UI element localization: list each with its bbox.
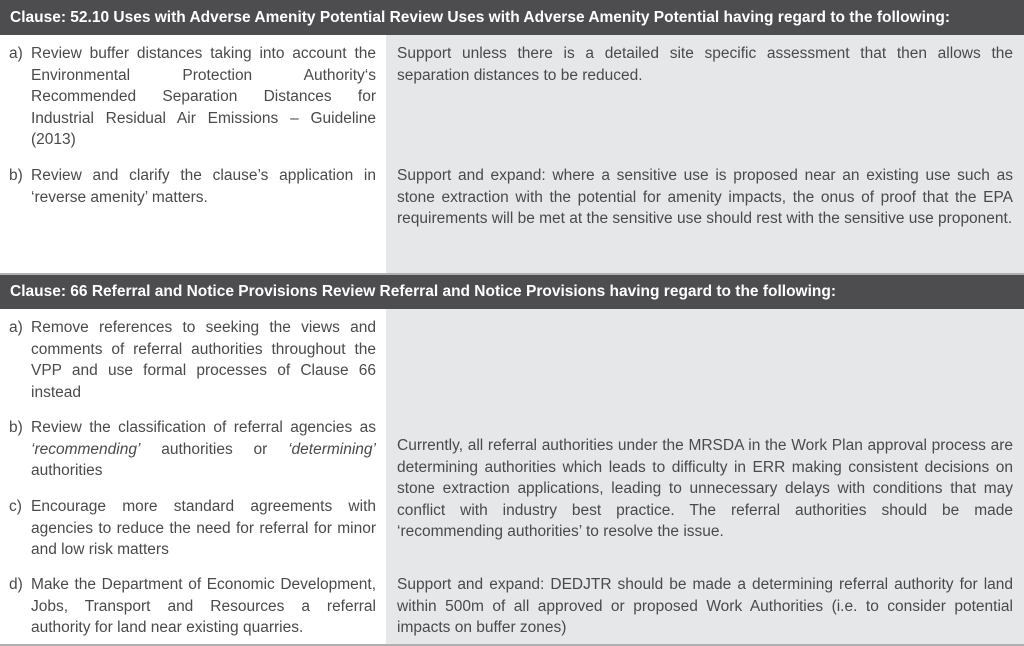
item-letter: a): [9, 319, 23, 336]
list-item: [9, 417, 376, 482]
item-text-part: authorities or: [140, 440, 289, 458]
list-item: [9, 43, 376, 151]
item-text: Make the Department of Economic Development, Jobs, Transport and Resources a referral authority for land near existing quarries.: [31, 576, 376, 636]
list-item: [9, 165, 376, 208]
item-letter: b): [9, 419, 23, 436]
item-text: [31, 417, 376, 482]
item-text: Encourage more standard agreements with agencies to reduce the need for referral for minor and low risk matters: [31, 498, 376, 558]
response-text: Currently, all referral authorities under the MRSDA in the Work Plan approval process are determining authorities which leads to difficulty in ERR making consistent decisions on stone extraction applications, leading to unnecessary delays with conditions that may conflict with industry best practice. The referral authorities should be made ‘recommending authorities’ to resolve the issue.: [397, 437, 1013, 540]
section-header-clause-52-10: [0, 0, 1024, 35]
response-text: Support and expand: DEDJTR should be made a determining referral authority for land within 500m of all approved or proposed Work Authorities (i.e. to consider potential impacts on buffer zones): [397, 576, 1013, 636]
item-text: Review and clarify the clause’s application in ‘reverse amenity’ matters.: [31, 167, 376, 206]
item-letter: c): [9, 498, 22, 515]
item-letter: b): [9, 167, 23, 184]
section-header-text: Clause: 66 Referral and Notice Provisions Review Referral and Notice Provisions having regard to the following:: [10, 283, 837, 300]
item-text: Review buffer distances taking into account the Environmental Protection Authority‘s Recommended Separation Distances for Industrial Residual Air Emissions – Guideline (2013): [31, 45, 376, 148]
item-text-emphasis: ‘recommending’: [31, 440, 141, 458]
item-text-part: Review the classification of referral agencies as: [31, 419, 376, 436]
item-letter: d): [9, 576, 23, 593]
item-text-part: authorities: [31, 462, 103, 479]
list-item: [9, 496, 376, 561]
section-header-clause-66: [0, 275, 1024, 309]
list-item: [9, 317, 376, 403]
response-text: Support and expand: where a sensitive use is proposed near an existing use such as stone extraction with the potential for amenity impacts, the onus of proof that the EPA requirements will be met at the sensitive use should rest with the sensitive use proponent.: [397, 167, 1013, 227]
list-item: [9, 574, 376, 639]
item-text: Remove references to seeking the views and comments of referral authorities throughout the VPP and use formal processes of Clause 66 instead: [31, 319, 376, 401]
response-text: Support unless there is a detailed site specific assessment that then allows the separation distances to be reduced.: [397, 45, 1013, 84]
item-text-emphasis: ‘determining’: [288, 440, 376, 458]
item-letter: a): [9, 45, 23, 62]
section-header-text: Clause: 52.10 Uses with Adverse Amenity Potential Review Uses with Adverse Amenity Potential having regard to the following:: [10, 8, 950, 26]
